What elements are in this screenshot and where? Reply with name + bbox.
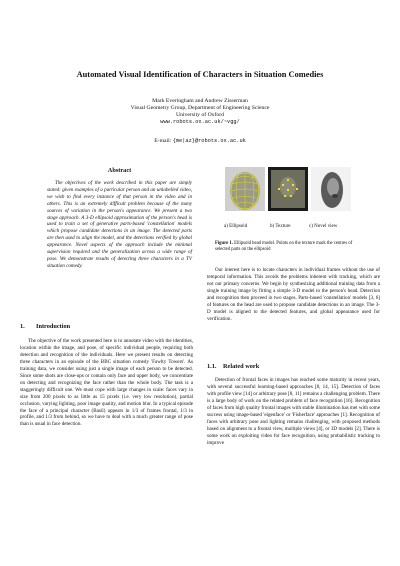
authors: Mark Everingham and Andrew Zisserman [152,98,248,104]
novel-view-image [311,167,351,211]
figure-caption [215,241,365,253]
author-block [20,98,380,126]
ellipsoid-image [225,167,265,211]
subsection-title: Related work [223,363,260,370]
website-link[interactable]: www.robots.ox.ac.uk/~vgg/ [160,119,240,125]
email-label: E-mail: [154,138,172,144]
introduction-text: The objective of the work presented here is to annotate video with the identities, location within the image, and pose, of specific individual people, requiring both detection and recognition of the individuals. Here we present results on detecting three characters in an episode of the BBC situation comedy 'Fawlty Towers'. As training data, we consider using just a single image of each person to be detected. Since some shots are close-ups or contain only face and upper body, we concentrate on detecting and recognizing the face rather than the whole body. The task is a staggeringly difficult one. We must cope with large changes in scale: faces vary in size from 200 pixels to as little as 15 pixels (i.e. very low resolution), partial occlusion, varying lighting, poor image quality, and motion blur. In a typical episode the face of a principal character (Basil) appears in 1/3 of frames frontal, 1/3 in profile, and 1/3 from behind, so we have to deal with a much greater range of pose than is usual in face detection. [20,338,193,428]
abstract-text: The objectives of the work described in this paper are simply stated: given examples of a particular person and an unlabelled video, we wish to find every instance of that person in the video and in others. This is an extremely difficult problem because of the many sources of variation in the person's appearance. We present a two stage approach. A 3-D ellipsoid approximation of the person's head is used to train a set of generative parts-based 'constellation' models which propose candidate detections in an image. The detected parts are then used to align the model, and the detections verified by global appearance. Novel aspects of the approach include the minimal supervision required and the generalization across a wide range of pose. We demonstrate results of detecting three characters in a TV situation comedy. [47,180,192,269]
figure-label-b: b) Texture [270,224,291,229]
section-number: 1. [20,323,25,330]
right-intro-text: Our interest here is to locate characters in individual frames without the use of temporal information. This avoids the problems inherent with tracking, which are not our primary concerns. We begin by synthesizing additional training data from a single training image by fitting a simple 3-D model to the person's head. Detection and recognition then proceed in two stages. Parts-based 'constellation' models [3, 6] of features on the head are used to propose candidate detections in an image. The 3-D model is aligned to the detected features, and global appearance used for verification. [207,267,380,322]
section-title: Introduction [36,323,71,330]
related-work-heading [207,363,259,370]
paper-title: Automated Visual Identification of Characters in Situation Comedies [76,70,324,79]
figure-label-a: a) Ellipsoid [224,224,248,229]
figure-caption-text: Ellipsoid head model. Points on the texture mark the centres of selected parts on the ellipsoid [215,241,353,252]
figure-caption-label: Figure 1. [215,241,233,246]
figure-label-c: c) Novel view [309,224,338,229]
figure-1 [215,167,355,229]
texture-image [268,167,308,211]
email-address[interactable]: {me|az}@robots.ox.ac.uk [172,138,246,144]
email-line [20,138,380,144]
related-work-text: Detection of frontal faces in images has reached some maturity in recent years, with several successful learning-based approaches [8, 14, 15]. Detection of faces with profile view [14] or arbitrary pose [8, 11] remains a challenging problem. There is a large body of work on the related problem of face recognition [16]. Recognition of faces from high quality frontal images with stable illumination has met with some success using image-based 'eigenface' or 'Fisherface' approaches [1]. Recognition of faces with arbitrary pose and lighting remains challenging, with proposed methods based on alignment to a frontal view, multiple views [4], or 3D models [2]. There is some work on exploiting video for face recognition, using probabilistic tracking to improve [207,377,380,446]
university: University of Oxford [175,112,225,118]
affiliation: Visual Geometry Group, Department of Engineering Science [130,105,270,111]
abstract-heading: Abstract [107,167,132,174]
subsection-number: 1.1. [207,363,217,370]
introduction-heading [20,323,70,330]
